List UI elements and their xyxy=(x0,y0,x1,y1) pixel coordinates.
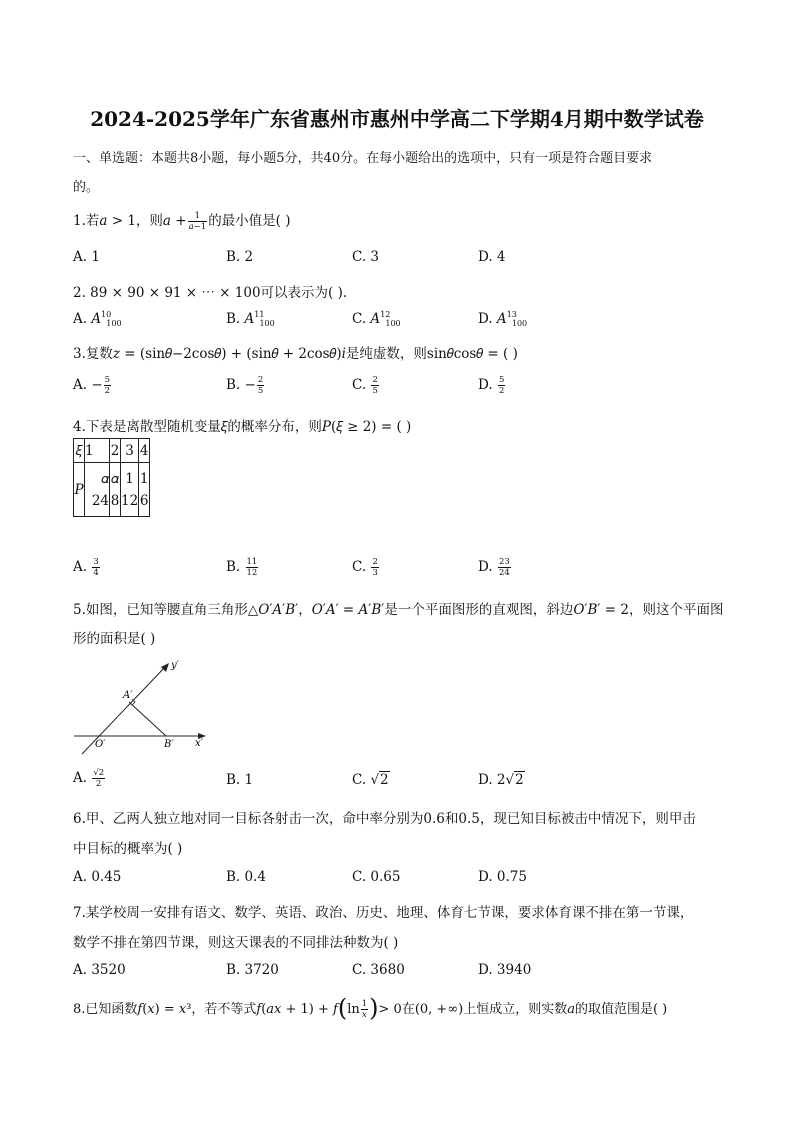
section-heading-cont: 的。 xyxy=(73,180,100,195)
probability-table xyxy=(73,438,150,517)
q8-ln: ln xyxy=(347,1002,360,1017)
q8-text-pre: 8.已知函数𝑓(𝑥) = 𝑥³，若不等式𝑓(𝑎𝑥 + 1) + 𝑓 xyxy=(73,1002,338,1017)
q4-option-a: A. $\frac{3}{4}$ xyxy=(73,557,99,578)
q1-frac-num: 1 xyxy=(188,211,208,222)
q7-option-c: C. 3680 xyxy=(352,962,405,978)
question-6-cont: 中目标的概率为( ) xyxy=(73,841,183,857)
question-6: 6.甲、乙两人独立地对同一目标各射击一次，命中率分别为0.6和0.5，现已知目标被击中情况下，则甲击 xyxy=(73,811,696,827)
q6-option-c: C. 0.65 xyxy=(352,869,401,885)
q5-option-a: A. $\frac{√2}{2}$ xyxy=(73,768,105,789)
question-5-cont: 形的面积是( ) xyxy=(73,631,156,647)
table-cell: 𝜉 xyxy=(74,439,85,463)
table-cell: 2 xyxy=(110,439,121,463)
q2-option-a: A. 𝐴$^{10}_{100}$ xyxy=(73,310,122,328)
section-heading: 一、单选题：本题共8小题，每小题5分，共40分。在每小题给出的选项中，只有一项是符合题目要求 xyxy=(73,151,653,166)
q1-text-post: 的最小值是( ) xyxy=(208,213,291,229)
y-axis-label: y′ xyxy=(171,660,179,671)
q3-option-d: D. $\frac{5}{2}$ xyxy=(478,375,505,396)
point-o-label: O′ xyxy=(95,739,106,750)
q1-text-pre: 1.若𝑎 > 1，则𝑎 + xyxy=(73,213,187,229)
q7-option-d: D. 3940 xyxy=(478,962,532,978)
q1-option-b: B. 2 xyxy=(226,249,254,265)
q2-option-b: B. 𝐴$^{11}_{100}$ xyxy=(226,310,275,328)
point-b-label: B′ xyxy=(164,739,174,750)
table-cell: 𝛼 24 xyxy=(85,463,110,517)
table-cell: 𝛼 8 xyxy=(110,463,121,517)
page-title: 2024-2025学年广东省惠州市惠州中学高二下学期4月期中数学试卷 xyxy=(90,107,704,131)
q5-option-b: B. 1 xyxy=(226,772,254,788)
q7-option-a: A. 3520 xyxy=(73,962,126,978)
q3-option-b: B. − $\frac{2}{5}$ xyxy=(226,375,264,396)
q7-option-b: B. 3720 xyxy=(226,962,279,978)
q4-option-c: C. $\frac{2}{3}$ xyxy=(352,557,378,578)
table-cell: 1 12 xyxy=(121,463,139,517)
q8-text-post: > 0在(0, +∞)上恒成立，则实数𝑎的取值范围是( ) xyxy=(378,1002,668,1017)
q2-option-d: D. 𝐴$^{13}_{100}$ xyxy=(478,310,528,328)
q1-frac-den: 𝑎−1 xyxy=(188,222,207,232)
x-axis-label: x′ xyxy=(195,738,203,749)
table-cell: 1 6 xyxy=(139,463,150,517)
q3-option-c: C. $\frac{2}{5}$ xyxy=(352,375,378,396)
q6-option-a: A. 0.45 xyxy=(73,869,122,885)
question-7-cont: 数学不排在第四节课，则这天课表的不同排法种数为( ) xyxy=(73,935,399,951)
q1-option-c: C. 3 xyxy=(352,249,380,265)
table-cell: 𝑃 xyxy=(74,463,85,517)
question-5: 5.如图，已知等腰直角三角形△𝑂′𝐴′𝐵′，𝑂′𝐴′ = 𝐴′𝐵′是一个平面图形的直观图，斜边𝑂′𝐵′ = 2，则这个平面图 xyxy=(73,602,724,618)
question-3: 3.复数𝑧 = (sin𝜃−2cos𝜃) + (sin𝜃 + 2cos𝜃)𝑖是纯虚数，则sin𝜃cos𝜃 = ( ) xyxy=(73,346,518,362)
question-7: 7.某学校周一安排有语文、数学、英语、政治、历史、地理、体育七节课，要求体育课不排在第一节课， xyxy=(73,905,694,921)
q1-option-d: D. 4 xyxy=(478,249,506,265)
q2-option-c: C. 𝐴$^{12}_{100}$ xyxy=(352,310,401,328)
q6-option-d: D. 0.75 xyxy=(478,869,527,885)
table-cell: 4 xyxy=(139,439,150,463)
table-cell: 1 xyxy=(85,439,110,463)
table-cell: 3 xyxy=(121,439,139,463)
q4-option-d: D. $\frac{23}{24}$ xyxy=(478,557,510,578)
point-a-label: A′ xyxy=(123,690,133,701)
q1-option-a: A. 1 xyxy=(73,249,100,265)
question-8: 8.已知函数𝑓(𝑥) = 𝑥³，若不等式𝑓(𝑎𝑥 + 1) + 𝑓(ln $\frac{1}{\text{𝑥}}$ )> 0在(0, +∞)上恒成立，则实数𝑎的取值范围是( ) xyxy=(73,994,668,1022)
q6-option-b: B. 0.4 xyxy=(226,869,266,885)
segment-ab xyxy=(129,702,166,736)
q5-option-d: D. 2√2 xyxy=(478,772,524,788)
q4-option-b: B. $\frac{11}{12}$ xyxy=(226,557,258,578)
q3-option-a: A. − $\frac{5}{2}$ xyxy=(73,375,111,396)
question-2: 2. 89 × 90 × 91 × ⋯ × 100可以表示为( ). xyxy=(73,285,348,301)
question-1 xyxy=(73,209,291,232)
q1-fraction xyxy=(188,211,208,232)
q5-figure xyxy=(68,652,218,756)
question-4: 4.下表是离散型随机变量𝜉的概率分布，则𝑃(𝜉 ≥ 2) = ( ) xyxy=(73,419,412,435)
q5-option-c: C. √2 xyxy=(352,772,389,788)
